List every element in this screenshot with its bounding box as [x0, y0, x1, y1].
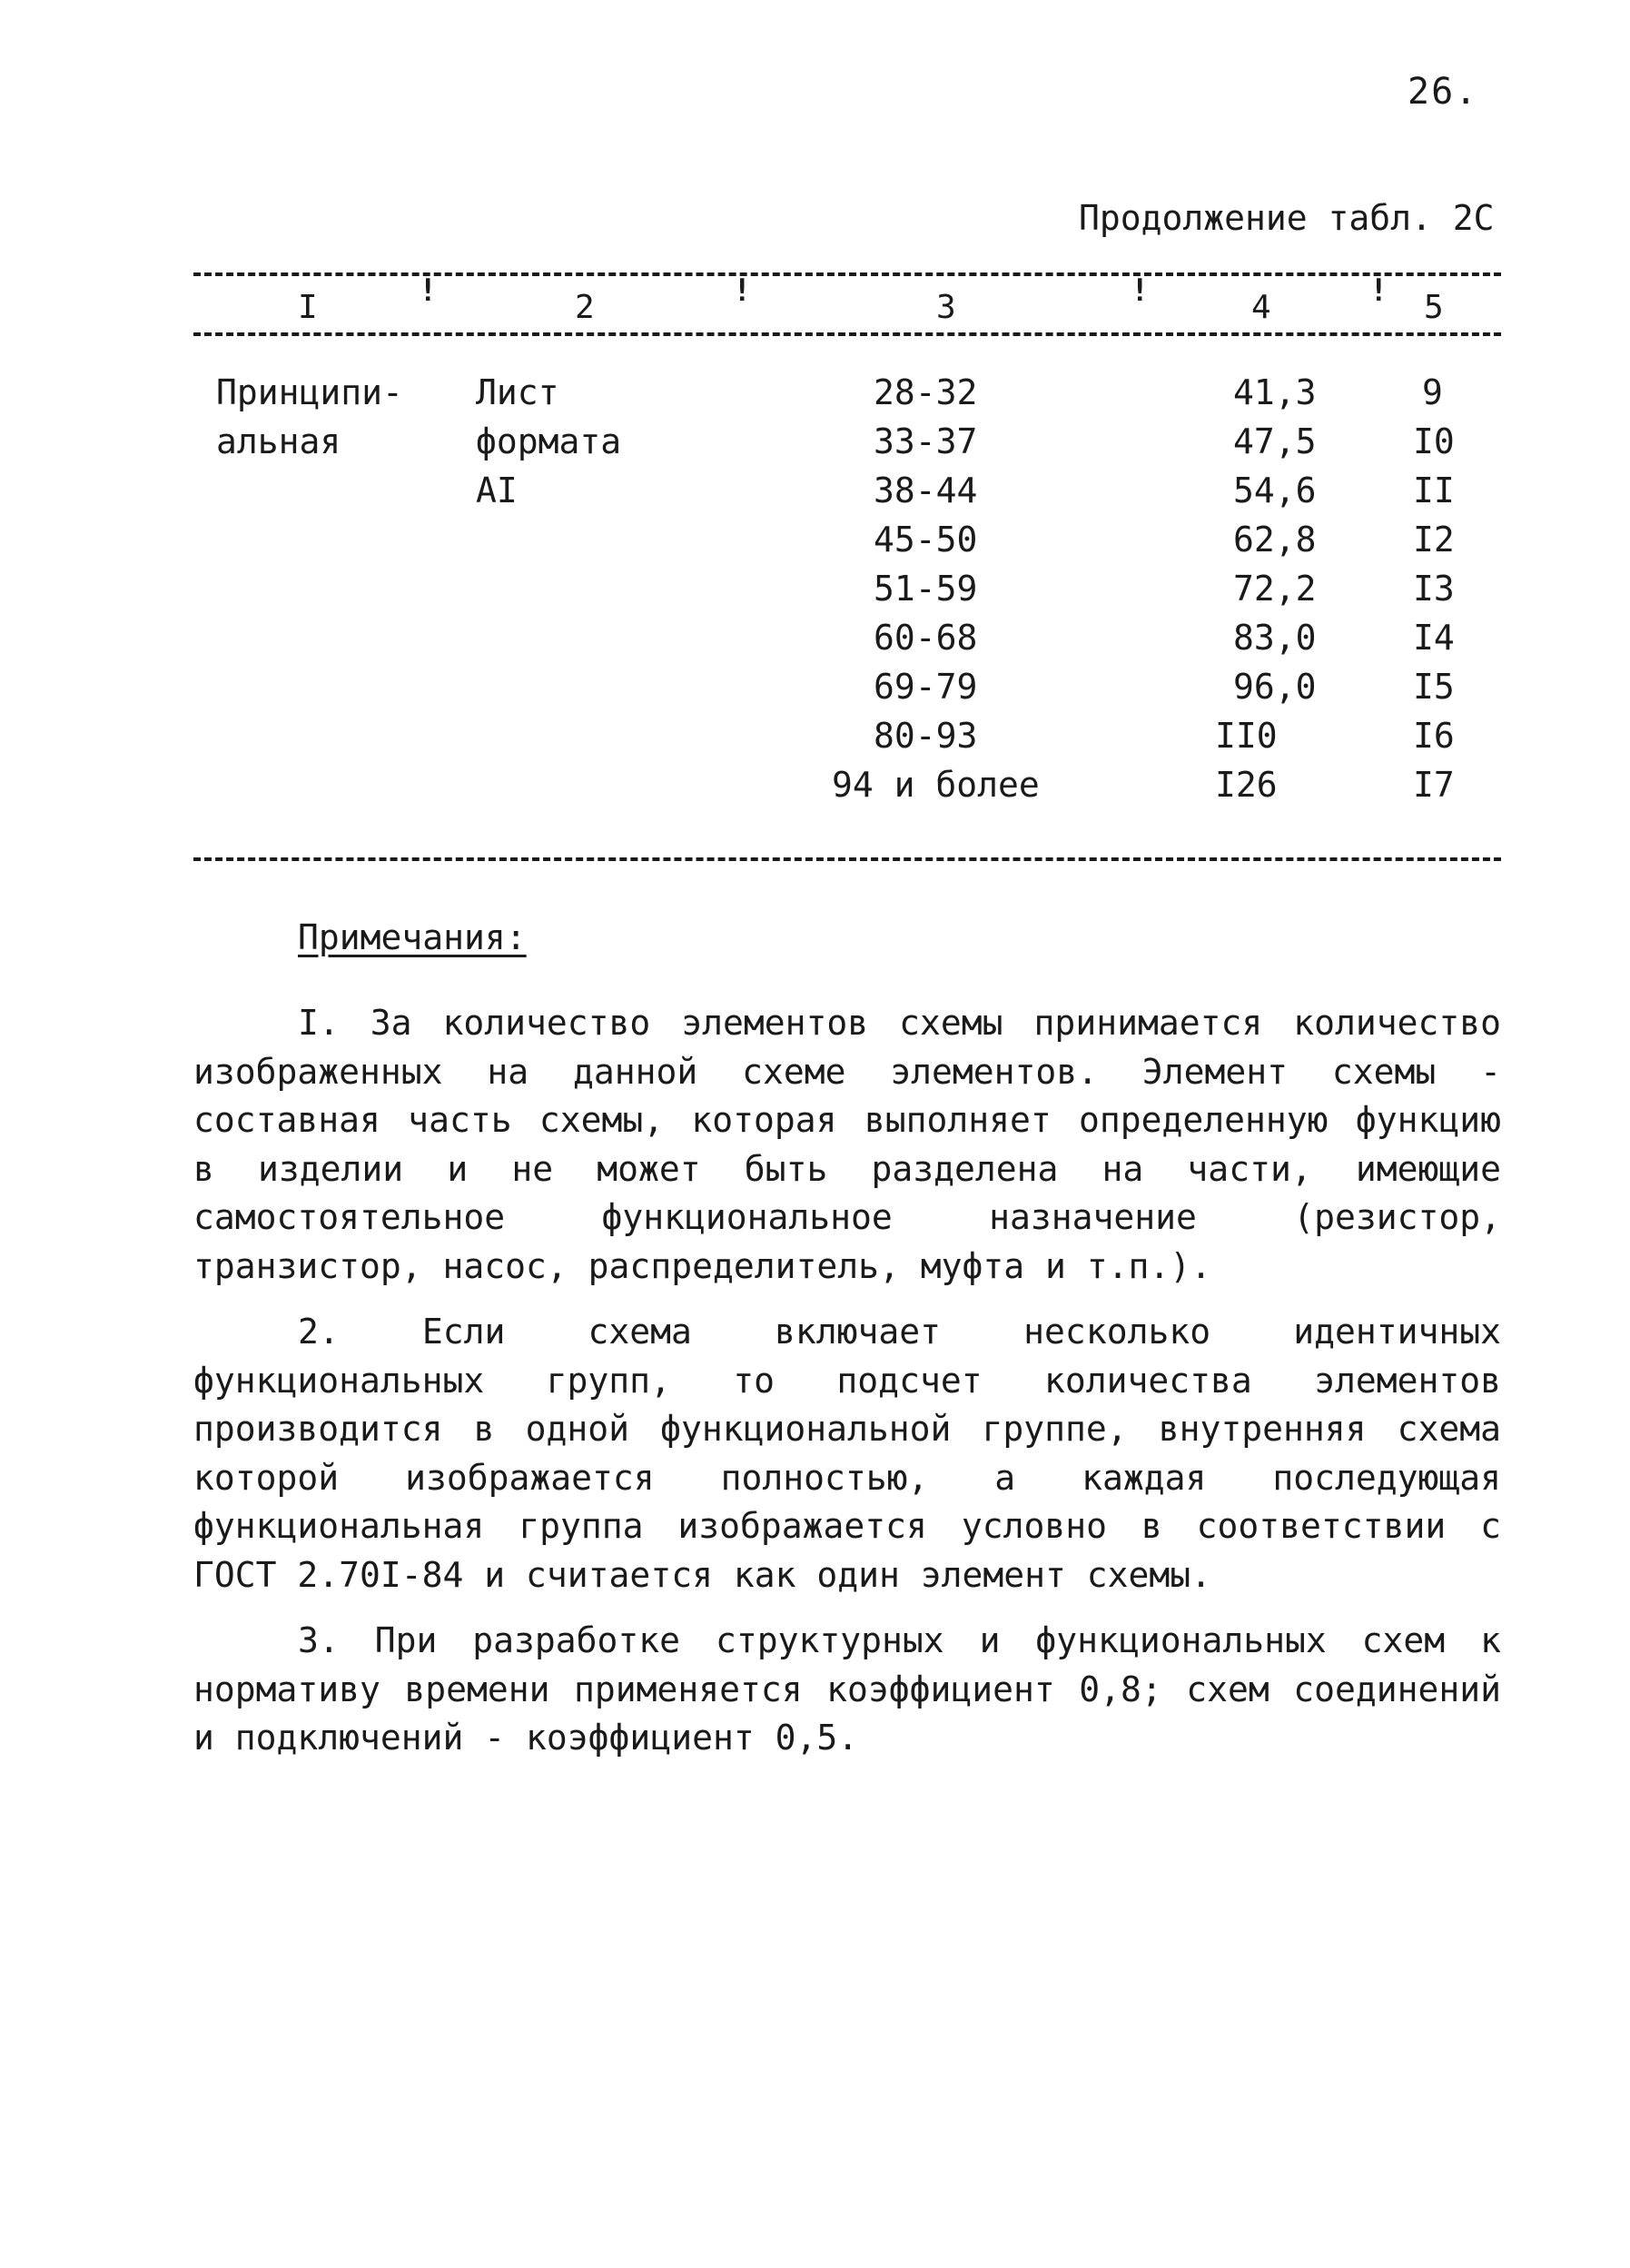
- table-category: II: [1413, 470, 1455, 510]
- table-col2-line2: формата: [476, 421, 622, 461]
- table-value: 72,2: [1233, 569, 1317, 609]
- note-1: I. За количество элементов схемы принимается количество изображенных на данной схеме элементов. Элемент схемы - составная часть схемы, которая выполняет определенную функцию в изделии и не может быть разделена на части, имеющие самостоятельное функциональное назначение (резистор, транзистор, насос, распределитель, муфта и т.п.).: [193, 1003, 1501, 1286]
- table-category: I7: [1413, 765, 1455, 805]
- header-separator: !: [1369, 272, 1388, 309]
- table-value: 47,5: [1233, 421, 1317, 461]
- table-category: I6: [1413, 716, 1455, 756]
- table-header-col2: 2: [575, 289, 595, 326]
- header-separator: !: [733, 272, 752, 309]
- table-col1-line2: альная: [216, 421, 341, 461]
- table-range: 38-44: [874, 470, 978, 510]
- table-range: 28-32: [874, 372, 978, 412]
- table-value: I26: [1215, 765, 1278, 805]
- table-col1-line1: Принципи-: [216, 372, 403, 412]
- table-category: I5: [1413, 667, 1455, 707]
- table-range: 33-37: [874, 421, 978, 461]
- header-separator: !: [419, 272, 438, 309]
- table-value: II0: [1215, 716, 1278, 756]
- table-header-col3: 3: [936, 289, 956, 326]
- table-header-col4: 4: [1251, 289, 1271, 326]
- table-col2-line1: Лист: [476, 372, 559, 412]
- table-category: I4: [1413, 618, 1455, 658]
- table-category: I3: [1413, 569, 1455, 609]
- table-value: 41,3: [1233, 372, 1317, 412]
- table-range: 51-59: [874, 569, 978, 609]
- table-range: 69-79: [874, 667, 978, 707]
- table-value: 54,6: [1233, 470, 1317, 510]
- table-range: 45-50: [874, 520, 978, 560]
- header-separator: !: [1131, 272, 1150, 309]
- table-header-col5: 5: [1424, 289, 1444, 326]
- table-value: 62,8: [1233, 520, 1317, 560]
- table-range: 60-68: [874, 618, 978, 658]
- table-category: I0: [1413, 421, 1455, 461]
- notes-title: Примечания:: [298, 917, 527, 957]
- table-value: 96,0: [1233, 667, 1317, 707]
- page-number: 26.: [1408, 71, 1479, 113]
- table-bottom-rule: [193, 857, 1501, 861]
- note-2: 2. Если схема включает несколько идентичных функциональных групп, то подсчет количества элементов производится в одной функциональной группе, внутренняя схема которой изображается полностью, а каждая последующая функциональная группа изображается условно в соответствии с ГОСТ 2.70I-84 и считается как один элемент схемы.: [193, 1312, 1501, 1595]
- table-range: 80-93: [874, 716, 978, 756]
- table-range: 94 и более: [832, 765, 1040, 805]
- table-col2-line3: AI: [476, 470, 518, 510]
- table-top-rule: [193, 272, 1501, 276]
- table-category: I2: [1413, 520, 1455, 560]
- table-category: 9: [1422, 372, 1443, 412]
- table-header-rule: [193, 332, 1501, 336]
- table-header-col1: I: [298, 289, 318, 326]
- table-value: 83,0: [1233, 618, 1317, 658]
- note-3: 3. При разработке структурных и функциональных схем к нормативу времени применяется коэффициент 0,8; схем соединений и подключений - коэффициент 0,5.: [193, 1620, 1501, 1758]
- table-continuation-caption: Продолжение табл. 2С: [1079, 198, 1495, 238]
